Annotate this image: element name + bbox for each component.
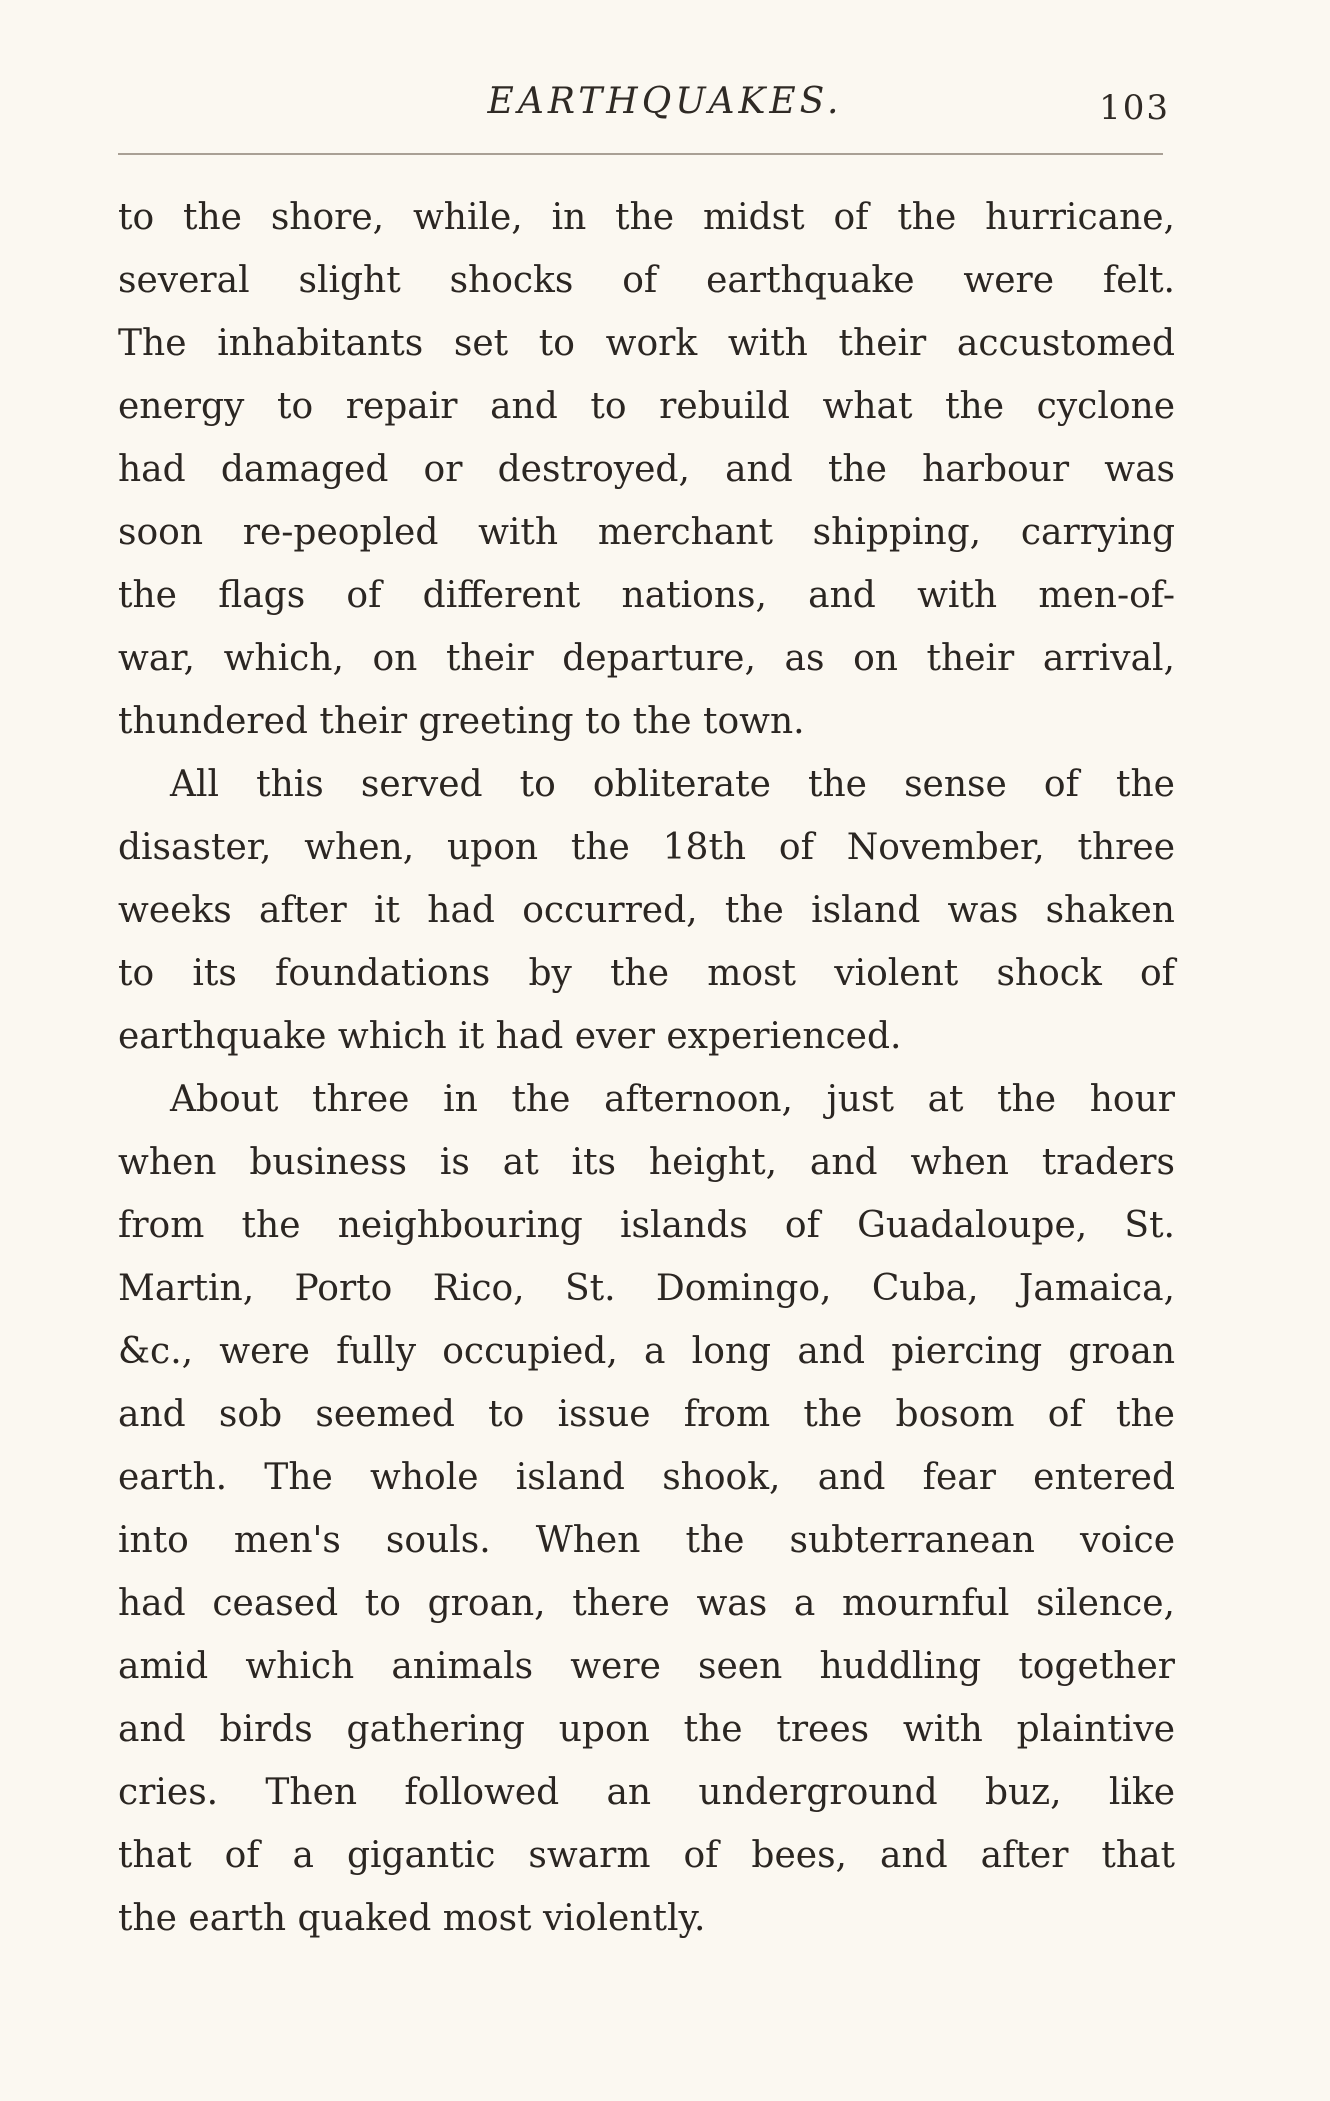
text-line: had ceased to groan, there was a mournful silence, [118,1583,1175,1624]
text-line: About three in the afternoon, just at the hour [170,1079,1175,1120]
text-line: war, which, on their departure, as on their arrival, [118,638,1175,679]
text-line: the earth quaked most violently. [118,1898,706,1939]
text-line: earth. The whole island shook, and fear entered [118,1457,1175,1498]
body-text [118,186,1175,1950]
text-line: the flags of different nations, and with men-of- [118,575,1175,616]
text-line: to its foundations by the most violent shock of [118,953,1175,994]
text-line: into men's souls. When the subterranean voice [118,1520,1175,1561]
text-line: weeks after it had occurred, the island was shaken [118,890,1175,931]
text-line: Martin, Porto Rico, St. Domingo, Cuba, Jamaica, [118,1268,1175,1309]
text-line: and sob seemed to issue from the bosom of the [118,1394,1175,1435]
page-number: 103 [1099,88,1170,128]
running-title: EARTHQUAKES. [487,81,843,122]
text-line: earthquake which it had ever experienced. [118,1016,902,1057]
text-line: soon re-peopled with merchant shipping, carrying [118,512,1175,553]
text-line: cries. Then followed an underground buz, like [118,1772,1175,1813]
text-line: All this served to obliterate the sense of the [170,764,1175,805]
text-line: thundered their greeting to the town. [118,701,805,742]
text-line: The inhabitants set to work with their accustomed [118,323,1175,364]
text-line: &c., were fully occupied, a long and piercing groan [118,1331,1175,1372]
text-line: had damaged or destroyed, and the harbour was [118,449,1175,490]
text-line: from the neighbouring islands of Guadaloupe, St. [118,1205,1175,1246]
text-line: and birds gathering upon the trees with plaintive [118,1709,1175,1750]
text-line: disaster, when, upon the 18th of November, three [118,827,1175,868]
text-line: several slight shocks of earthquake were felt. [118,260,1175,301]
header-rule [118,153,1163,155]
text-line: to the shore, while, in the midst of the hurricane, [118,197,1175,238]
text-line: that of a gigantic swarm of bees, and after that [118,1835,1175,1876]
text-line: energy to repair and to rebuild what the cyclone [118,386,1175,427]
text-line: when business is at its height, and when traders [118,1142,1175,1183]
text-line: amid which animals were seen huddling together [118,1646,1175,1687]
